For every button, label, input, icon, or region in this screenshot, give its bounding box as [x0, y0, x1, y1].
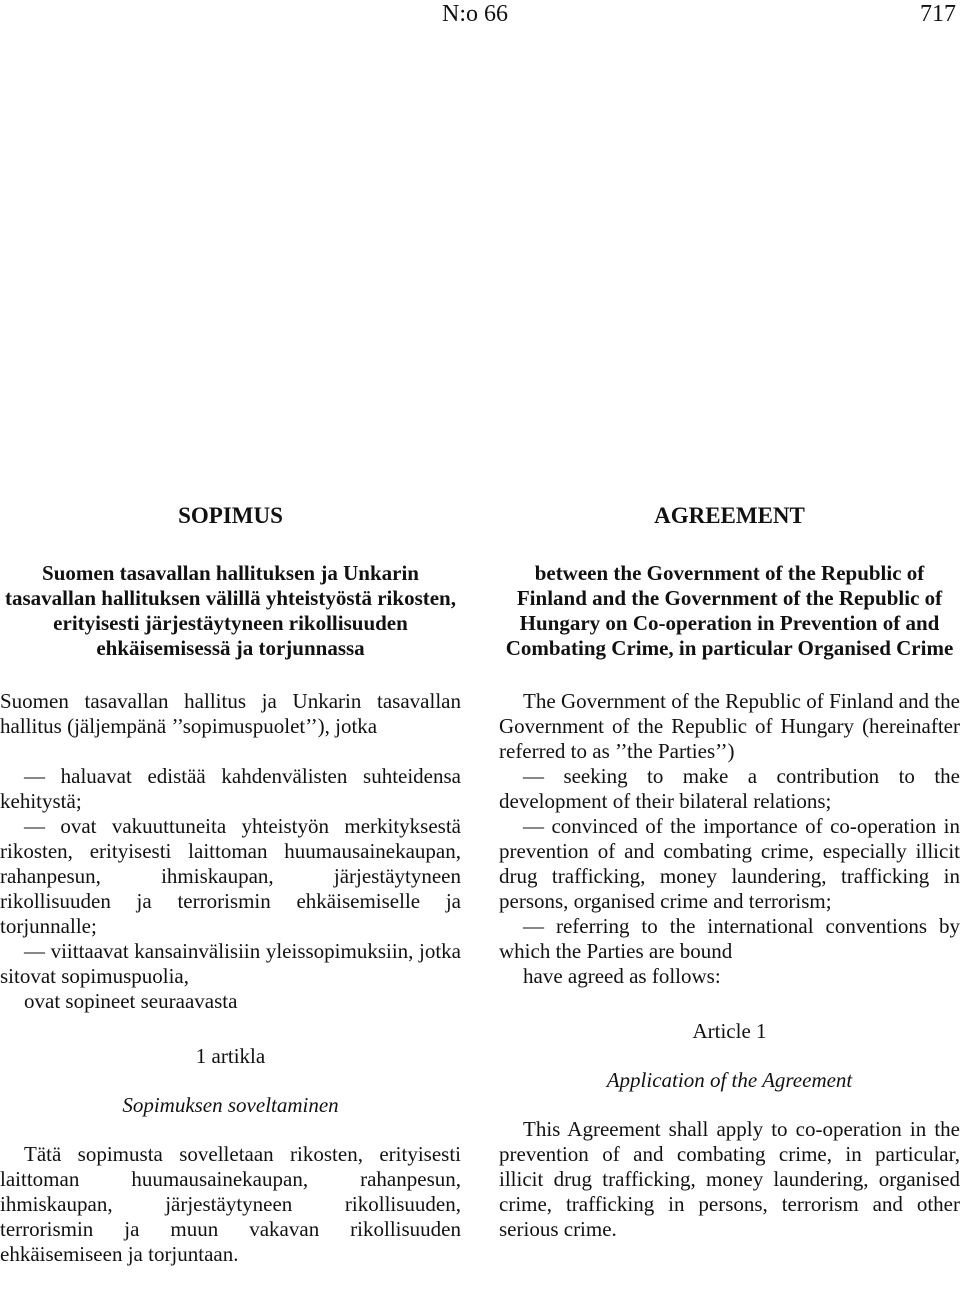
article-number: 1 artikla — [195, 1044, 266, 1068]
issue-number: N:o 66 — [442, 1, 508, 27]
article-text: This Agreement shall apply to co-operation in the prevention of and combating crime, in particular, illicit drug trafficking, money laundering, organised crime, trafficking in persons, terrorism and other serious crime. — [499, 1117, 960, 1241]
recital-2: — convinced of the importance of co-operation in prevention of and combating crime, especially illicit drug trafficking, money laundering, trafficking in persons, organised crime and terrorism; — [499, 814, 960, 913]
recital-3: — viittaavat kansainvälisiin yleissopimuksiin, jotka sitovat sopimuspuolia, — [0, 939, 461, 988]
article-text: Tätä sopimusta sovelletaan rikosten, erityisesti laittoman huumausainekaupan, rahanpesun, ihmiskaupan, järjestäytyneen rikollisuuden, terrorismin ja muun vakavan rikollisuuden ehkäisemiseen ja torjuntaan. — [0, 1142, 461, 1266]
article-number: Article 1 — [692, 1019, 767, 1043]
document-title: SOPIMUS — [178, 503, 283, 528]
recital-1: — haluavat edistää kahdenvälisten suhteidensa kehitystä; — [0, 764, 461, 813]
english-column — [499, 502, 960, 1242]
finnish-column — [0, 502, 461, 1267]
document-subtitle: Suomen tasavallan hallituksen ja Unkarin tasavallan hallituksen välillä yhteistyöstä rikosten, erityisesti järjestäytyneen rikollisuuden ehkäisemisessä ja torjunnassa — [5, 561, 456, 660]
article-title: Sopimuksen soveltaminen — [122, 1093, 339, 1117]
preamble-intro: Suomen tasavallan hallitus ja Unkarin tasavallan hallitus (jäljempänä ’’sopimuspuolet’’), jotka — [0, 689, 461, 738]
agreed-clause: ovat sopineet seuraavasta — [24, 989, 238, 1013]
agreed-clause: have agreed as follows: — [523, 964, 721, 988]
recital-1: — seeking to make a contribution to the development of their bilateral relations; — [499, 764, 960, 813]
document-subtitle: between the Government of the Republic of Finland and the Government of the Republic of Hungary on Co-operation in Prevention of and Combating Crime, in particular Organised Crime — [505, 561, 954, 660]
document-title: AGREEMENT — [654, 503, 805, 528]
page-number: 717 — [920, 1, 956, 27]
preamble-intro: The Government of the Republic of Finland and the Government of the Republic of Hungary (hereinafter referred to as ’’the Parties’’) — [499, 689, 960, 763]
article-title: Application of the Agreement — [606, 1068, 853, 1092]
recital-3: — referring to the international conventions by which the Parties are bound — [499, 914, 960, 963]
recital-2: — ovat vakuuttuneita yhteistyön merkityksestä rikosten, erityisesti laittoman huumausainekaupan, rahanpesun, ihmiskaupan, järjestäytyneen rikollisuuden ja terrorismin ehkäisemiselle ja torjunnalle; — [0, 814, 461, 938]
